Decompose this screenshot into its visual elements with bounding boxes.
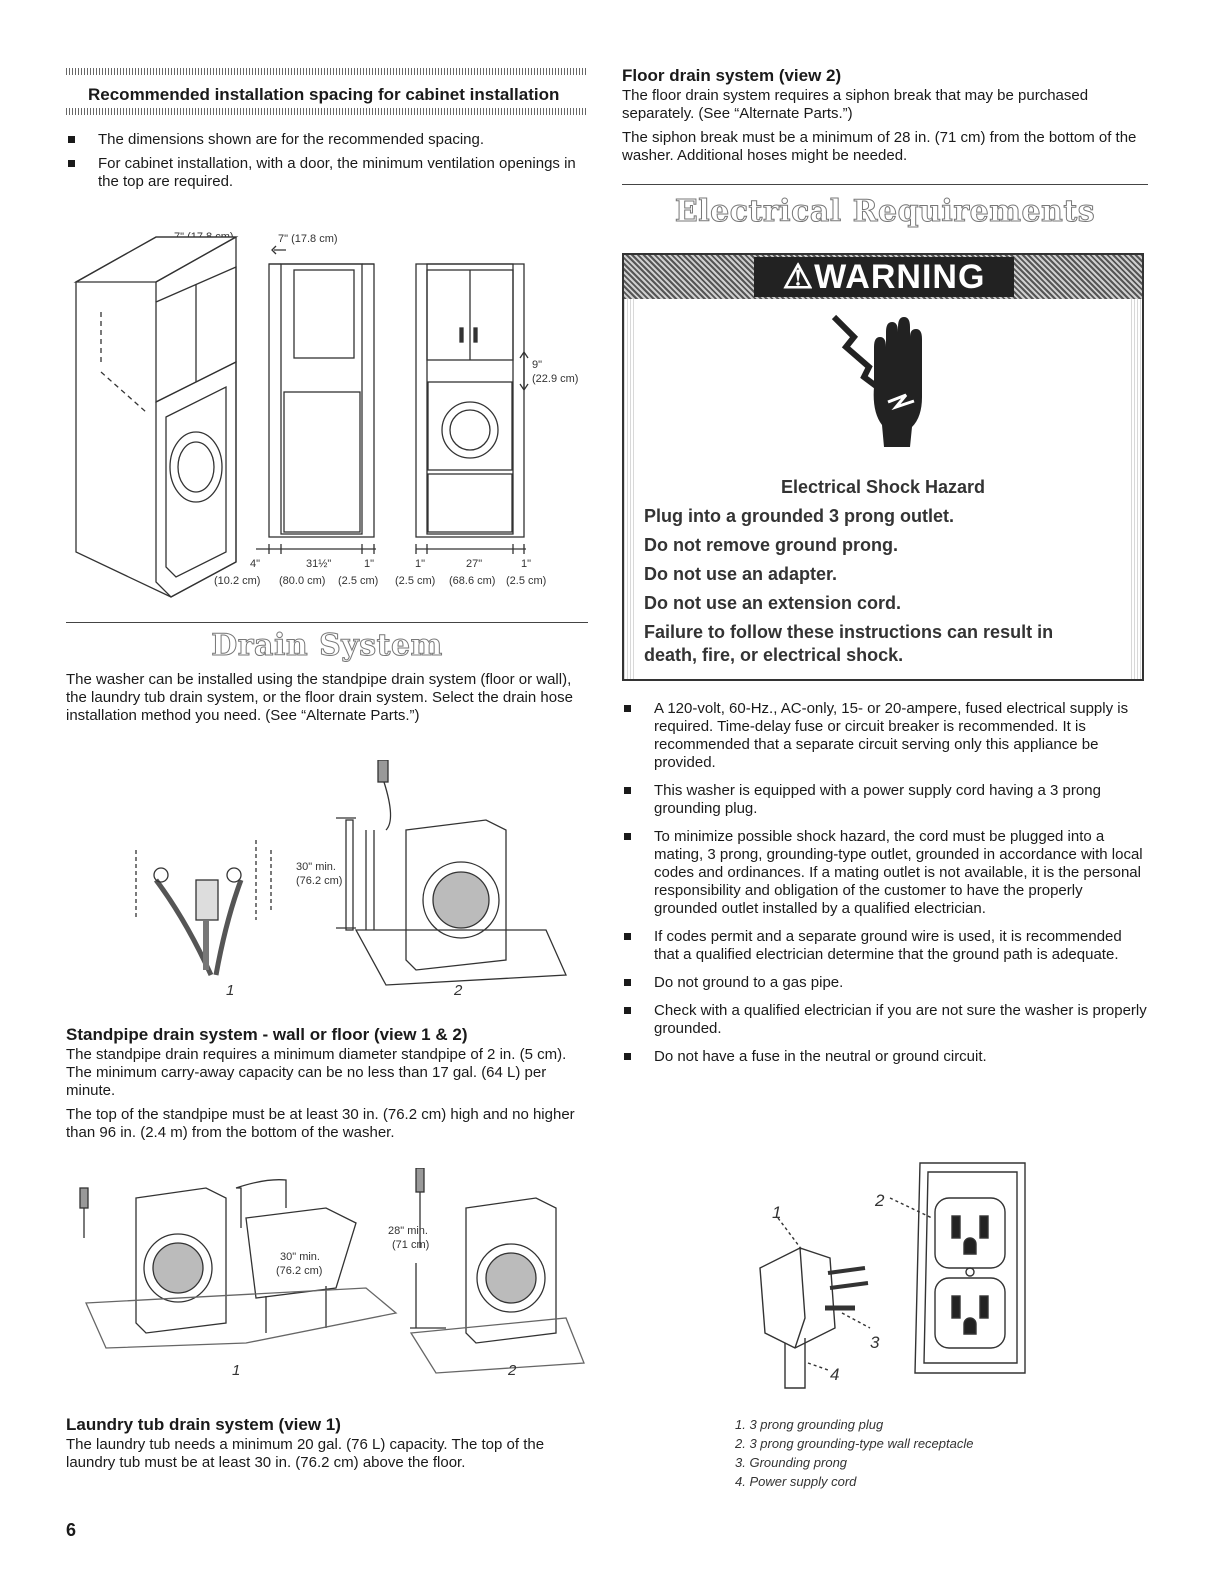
dim-cm-1: (10.2 cm) (214, 575, 261, 587)
dim-in-2: 31½" (306, 558, 332, 570)
list-item: To minimize possible shock hazard, the cord must be plugged into a mating, 3 prong, grounding-type outlet, grounded in accordance with local codes and ordinances. If a mating outlet is not available, it is the personal responsibility and obligation of the customer to have the properly grounded outlet installed by a qualified electrician. (622, 828, 1148, 918)
dim-cm-6: (2.5 cm) (506, 575, 547, 587)
callout-4: 4 (830, 1365, 840, 1384)
callout-1: 1 (772, 1203, 782, 1222)
warning-line: Do not use an extension cord. (644, 593, 902, 613)
standpipe-height-cm: (76.2 cm) (296, 875, 343, 887)
cabinet-heading: Recommended installation spacing for cabinet installation (88, 85, 560, 104)
standpipe-p1: The standpipe drain requires a minimum diameter standpipe of 2 in. (5 cm). The minimum carry-away capacity can be no less than 17 gal. (64 L) per minute. (66, 1046, 567, 1099)
dim-in-1: 4" (250, 558, 261, 570)
list-item: Check with a qualified electrician if you are not sure the washer is properly grounded. (622, 1002, 1148, 1038)
warning-label (754, 257, 1014, 297)
standpipe-figure (66, 760, 588, 1010)
siphon-height-cm: (71 cm) (392, 1239, 430, 1251)
siphon-height: 28" min. (388, 1225, 428, 1237)
electrical-bullets-wrap (622, 700, 1148, 1076)
vent-label-b: 7" (17.8 cm) (278, 233, 338, 245)
dim-in-6: 1" (521, 558, 532, 570)
callout-3: 3 (870, 1333, 880, 1352)
tub-paragraph: The laundry tub needs a minimum 20 gal. (76 L) capacity. The top of the laundry tub must be at least 30 in. (76.2 cm) above the floor. (66, 1436, 545, 1471)
dim-in-4: 1" (415, 558, 426, 570)
tub-height-cm: (76.2 cm) (276, 1265, 323, 1277)
laundry-tub-section (66, 1415, 588, 1472)
section-rule (66, 622, 588, 623)
heading-rule-bottom (66, 108, 588, 115)
warning-line: Do not remove ground prong. (644, 535, 898, 555)
dim-cm-2: (80.0 cm) (279, 575, 326, 587)
warning-line: Do not use an adapter. (644, 564, 838, 584)
warning-text-area (624, 465, 1142, 679)
gap-label-cm: (22.9 cm) (532, 373, 579, 385)
laundry-tub-figure (66, 1168, 588, 1388)
tub-view-2: 2 (508, 1362, 517, 1379)
electrical-requirements-title: Electrical Requirements (674, 194, 1096, 229)
dim-in-5: 27" (466, 558, 483, 570)
callout-2: 2 (875, 1191, 885, 1210)
drain-intro: The washer can be installed using the standpipe drain system (floor or wall), the laundry tub drain system, or the floor drain system. Select the drain hose installation method you need. (See “Alternate Parts.”) (66, 671, 573, 724)
plug-captions (735, 1415, 973, 1491)
electric-shock-hand-icon (824, 307, 944, 457)
section-rule (622, 184, 1148, 185)
warning-header (624, 255, 1142, 299)
standpipe-section (66, 1025, 588, 1142)
standpipe-view-2: 2 (454, 982, 463, 999)
gap-label: 9" (532, 359, 543, 371)
cabinet-section (66, 68, 588, 197)
tub-height: 30" min. (280, 1251, 320, 1263)
caption-item: 3. Grounding prong (735, 1455, 848, 1470)
caption-item: 1. 3 prong grounding plug (735, 1417, 884, 1432)
standpipe-heading: Standpipe drain system - wall or floor (view 1 & 2) (66, 1025, 468, 1044)
drain-system-title: Drain System (211, 628, 443, 663)
page-number: 6 (66, 1520, 77, 1540)
warning-box (622, 253, 1144, 681)
warning-triangle-icon: ⚠ (782, 258, 815, 296)
list-item: Do not ground to a gas pipe. (622, 974, 1148, 992)
list-item: If codes permit and a separate ground wire is used, it is recommended that a qualified electrician determine that the ground path is adequate. (622, 928, 1148, 964)
cabinet-spacing-figure (66, 222, 588, 612)
electrical-bullets (622, 700, 1148, 1066)
hazard-title: Electrical Shock Hazard (780, 477, 986, 497)
caption-item: 2. 3 prong grounding-type wall receptacle (735, 1436, 974, 1451)
dim-in-3: 1" (364, 558, 375, 570)
standpipe-p2: The top of the standpipe must be at least 30 in. (76.2 cm) high and no higher than 96 in. (2.4 m) from the bottom of the washer. (66, 1106, 575, 1141)
drain-section (66, 628, 588, 725)
dim-cm-3: (2.5 cm) (338, 575, 379, 587)
electrical-title-wrap (622, 194, 1148, 229)
dim-cm-4: (2.5 cm) (395, 575, 436, 587)
tub-view-1: 1 (232, 1362, 241, 1379)
standpipe-view-1: 1 (226, 982, 235, 999)
heading-rule-top (66, 68, 588, 75)
caption-item: 4. Power supply cord (735, 1474, 857, 1489)
list-item: Do not have a fuse in the neutral or ground circuit. (622, 1048, 1148, 1066)
warning-line: Plug into a grounded 3 prong outlet. (644, 506, 954, 526)
floor-drain-p2: The siphon break must be a minimum of 28 in. (71 cm) from the bottom of the washer. Additional hoses might be needed. (622, 129, 1137, 164)
standpipe-height: 30" min. (296, 861, 336, 873)
list-item: The dimensions shown are for the recommended spacing. (66, 131, 588, 149)
floor-drain-section (622, 66, 1148, 165)
warning-line: death, fire, or electrical shock. (644, 645, 904, 665)
floor-drain-heading: Floor drain system (view 2) (622, 66, 842, 85)
floor-drain-p1: The floor drain system requires a siphon break that may be purchased separately. (See “Alternate Parts.”) (622, 87, 1089, 122)
dim-cm-5: (68.6 cm) (449, 575, 496, 587)
cabinet-bullets (66, 131, 588, 191)
list-item: A 120-volt, 60-Hz., AC-only, 15- or 20-ampere, fused electrical supply is required. Time-delay fuse or circuit breaker is recommended. It is recommended that a separate circuit serving only this appliance be provided. (622, 700, 1148, 772)
list-item: This washer is equipped with a power supply cord having a 3 prong grounding plug. (622, 782, 1148, 818)
warning-line: Failure to follow these instructions can result in (644, 622, 1054, 642)
list-item: For cabinet installation, with a door, the minimum ventilation openings in the top are required. (66, 155, 588, 191)
tub-heading: Laundry tub drain system (view 1) (66, 1415, 341, 1434)
warning-word: WARNING (814, 258, 986, 296)
plug-receptacle-figure (740, 1158, 1040, 1403)
warning-pictogram-area (624, 299, 1142, 465)
